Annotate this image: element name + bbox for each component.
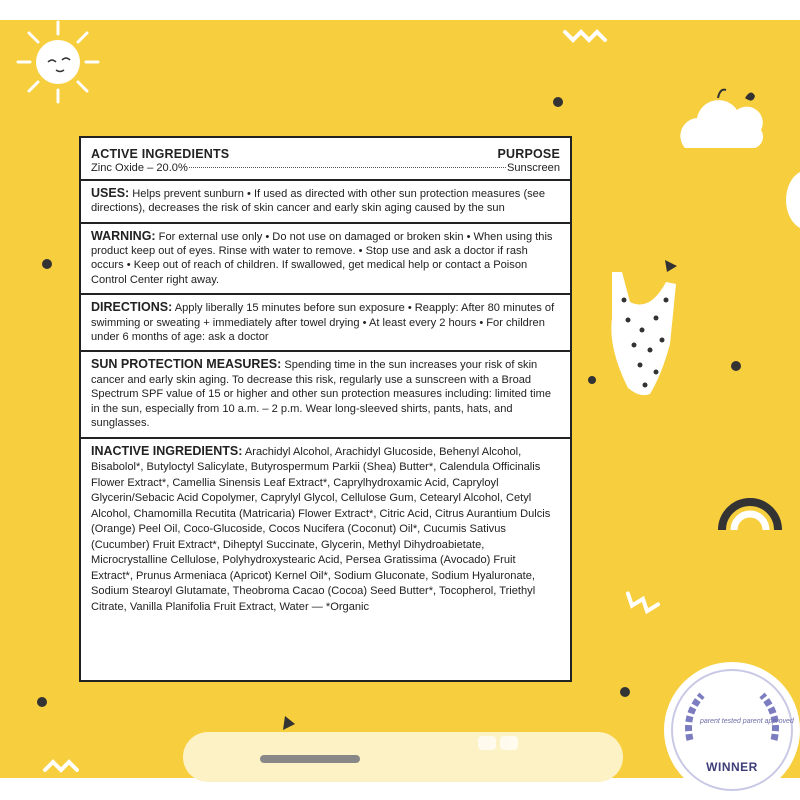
sun-icon <box>18 22 98 102</box>
directions-section <box>81 295 570 352</box>
inactive-ingredients-heading: INACTIVE INGREDIENTS: <box>91 443 243 458</box>
uses-section <box>81 181 570 224</box>
directions-text: Apply liberally 15 minutes before sun exposure • Reapply: After 80 minutes of swimming or sweating + immediately after towel drying • At least every 2 hours • For children under 6 months of age: ask a doctor <box>91 302 555 344</box>
badge-winner-label: WINNER <box>706 760 758 774</box>
uses-heading: USES: <box>91 185 130 200</box>
uses-text: Helps prevent sunburn • If used as directed with other sun protection measures (see directions), decreases the risk of skin cancer and early skin aging caused by the sun <box>91 187 546 215</box>
active-ingredients-section <box>81 138 570 181</box>
award-badge-icon <box>664 662 800 798</box>
sun-protection-heading: SUN PROTECTION MEASURES: <box>91 357 282 372</box>
warning-text: For external use only • Do not use on damaged or broken skin • When using this product keep out of eyes. Rinse with water to remove. • Stop use and ask a doctor if rash occurs • Keep out of reach of children. If swallowed, get medical help or contact a Poison Control Center right away. <box>91 230 553 286</box>
dot-leader <box>189 167 506 168</box>
warning-heading: WARNING: <box>91 228 156 243</box>
sun-protection-text: Spending time in the sun increases your risk of skin cancer and early skin aging. To decrease this risk, regularly use a sunscreen with a Broad Spectrum SPF value of 15 or higher and other sun protection measures including: limited time in the sun, especially from 10 a.m. – 2 p.m. Wear long-sleeved shirts, pants, hats, and sunglasses. <box>91 359 552 430</box>
active-ingredients-heading: ACTIVE INGREDIENTS <box>91 147 230 161</box>
active-ingredient: Zinc Oxide – 20.0% <box>91 162 188 175</box>
inactive-ingredients-text: Arachidyl Alcohol, Arachidyl Glucoside, Behenyl Alcohol, Bisabolol*, Butyloctyl Salicylate, Butyrospermum Parkii (Shea) Butter*, Calendula Officinalis Flower Extract*, Camellia Sinensis Leaf Extract*, Caprylhydroxamic Acid, Capryloyl Glycerin/Sebacic Acid Copolymer, Caprylyl Glycol, Cellulose Gum, Cetearyl Alcohol, Cetyl Alcohol, Chamomilla Recutita (Matricaria) Flower Extract*, Citric Acid, Citrus Aurantium Dulcis (Orange) Peel Oil, Coco-Glucoside, Cocos Nucifera (Coconut) Oil*, Cucumis Sativus (Cucumber) Fruit Extract*, Diheptyl Succinate, Glycerin, Methyl Dihydroabietate, Microcrystalline Cellulose, Polyhydroxystearic Acid, Persea Gratissima (Avocado) Fruit Extract*, Prunus Armeniaca (Apricot) Kernel Oil*, Sodium Gluconate, Sodium Hyaluronate, Sodium Stearoyl Glutamate, Theobroma Cacao (Cocoa) Seed Butter*, Tocopherol, Triethyl Citrate, Vanilla Planifolia Fruit Extract, Water — *Organic <box>91 445 551 613</box>
warning-section <box>81 224 570 296</box>
directions-heading: DIRECTIONS: <box>91 300 173 315</box>
active-purpose: Sunscreen <box>506 162 560 175</box>
purpose-heading: PURPOSE <box>497 147 560 161</box>
badge-tagline: parent tested parent approved <box>700 718 794 725</box>
sun-protection-section <box>81 352 570 438</box>
inactive-ingredients-section <box>81 439 570 622</box>
drug-facts-label <box>79 136 572 682</box>
